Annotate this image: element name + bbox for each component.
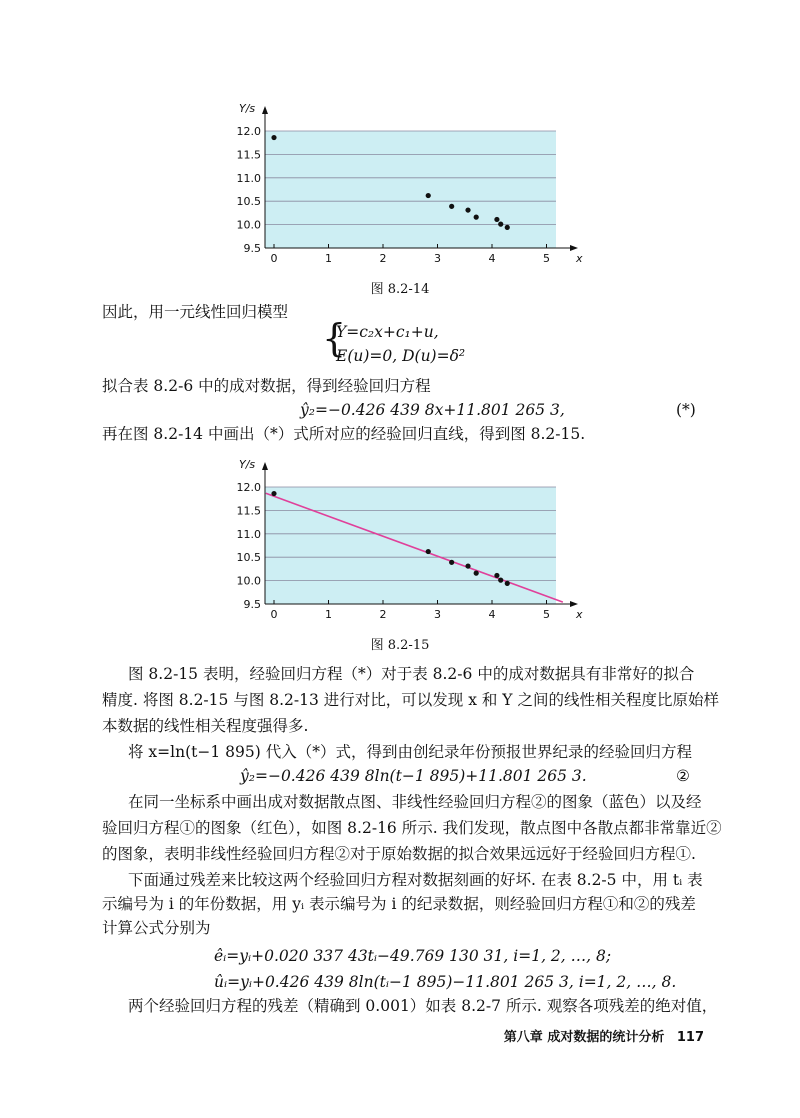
x-tick-label: 2 [379, 608, 387, 621]
x-tick-label: 0 [270, 252, 278, 265]
data-point [494, 573, 499, 578]
residual-formula-1: êᵢ=yᵢ+0.020 337 43tᵢ−49.769 130 31, i=1, 2, …, 8; [214, 947, 612, 965]
y-tick-label: 12.0 [236, 481, 261, 494]
y-tick-label: 9.5 [243, 598, 261, 611]
model-brace: { [322, 316, 347, 360]
y-tick-label: 11.5 [236, 504, 261, 518]
figure-8-2-15-chart [220, 452, 590, 627]
figure-8-2-14-caption: 图 8.2-14 [370, 282, 430, 297]
plot-background [265, 131, 556, 248]
text-intro: 因此，用一元线性回归模型 [102, 303, 289, 321]
data-point [505, 581, 510, 586]
model-line-2: E(u)=0, D(u)=δ² [336, 347, 466, 365]
para3-line1: 在同一坐标系中画出成对数据散点图、非线性经验回归方程②的图象（蓝色）以及经 [128, 793, 702, 811]
x-tick-label: 4 [488, 608, 496, 621]
figure-8-2-15-caption: 图 8.2-15 [370, 638, 430, 653]
para1-line3: 本数据的线性相关程度强得多. [102, 717, 309, 735]
page-number: 117 [676, 1030, 704, 1045]
y-axis-arrow [262, 462, 268, 470]
data-point [426, 549, 431, 554]
para4-line1: 下面通过残差来比较这两个经验回归方程对数据刻画的好坏. 在表 8.2-5 中，用 tᵢ 表 [128, 871, 703, 889]
page-footer [504, 1026, 704, 1045]
equation-star: ŷ₂=−0.426 439 8x+11.801 265 3, [300, 401, 565, 419]
y-tick-label: 11.0 [236, 171, 261, 185]
data-point [449, 560, 454, 565]
y-tick-label: 12.0 [236, 125, 261, 138]
data-point [449, 204, 454, 209]
data-point [474, 215, 479, 220]
footer-chapter: 第八章 成对数据的统计分析 [503, 1030, 665, 1045]
data-point [505, 225, 510, 230]
x-tick-label: 3 [434, 252, 441, 265]
y-tick-label: 10.5 [236, 195, 261, 209]
y-axis-label: Y/s [239, 102, 256, 115]
data-point [494, 217, 499, 222]
equation-2: ŷ₂=−0.426 439 8ln(t−1 895)+11.801 265 3. [240, 767, 587, 785]
data-point [474, 571, 479, 576]
x-tick-label: 1 [325, 252, 332, 265]
data-point [465, 563, 470, 568]
para4-line2: 示编号为 i 的年份数据，用 yᵢ 表示编号为 i 的纪录数据，则经验回归方程①和②的残差 [102, 895, 696, 913]
y-axis-arrow [262, 106, 268, 114]
equation-2-tag: ② [676, 767, 690, 785]
x-axis-label: x [576, 252, 583, 265]
y-axis-label: Y/s [239, 458, 256, 471]
x-axis-label: x [576, 608, 583, 621]
figure-8-2-14-chart [220, 96, 590, 271]
residual-formula-2: ûᵢ=yᵢ+0.426 439 8ln(tᵢ−1 895)−11.801 265 3, i=1, 2, …, 8. [214, 973, 677, 991]
x-tick-label: 2 [379, 252, 387, 265]
para5-line1: 两个经验回归方程的残差（精确到 0.001）如表 8.2-7 所示. 观察各项残差的绝对值， [128, 997, 718, 1015]
x-tick-label: 0 [270, 608, 278, 621]
para2-line1: 将 x=ln(t−1 895) 代入（*）式，得到由创纪录年份预报世界纪录的经验回归方程 [128, 743, 692, 761]
text-fit-intro: 拟合表 8.2-6 中的成对数据，得到经验回归方程 [102, 377, 431, 395]
data-point [271, 491, 276, 496]
para3-line3: 的图象，表明非线性经验回归方程②对于原始数据的拟合效果远远好于经验回归方程①. [102, 845, 696, 863]
para1-line1: 图 8.2-15 表明，经验回归方程（*）对于表 8.2-6 中的成对数据具有非常好的拟合 [128, 665, 695, 683]
x-axis-arrow [570, 245, 578, 251]
y-tick-label: 9.5 [243, 242, 261, 255]
x-tick-label: 1 [325, 608, 332, 621]
model-line-1: Y=c₂x+c₁+u, [336, 323, 439, 341]
data-point [271, 135, 276, 140]
y-tick-label: 10.0 [236, 218, 261, 232]
y-tick-label: 11.0 [236, 527, 261, 541]
y-tick-label: 11.5 [236, 148, 261, 162]
data-point [498, 578, 503, 583]
y-tick-label: 10.5 [236, 551, 261, 565]
para3-line2: 验回归方程①的图象（红色），如图 8.2-16 所示. 我们发现，散点图中各散点都非常靠近② [102, 819, 722, 837]
data-point [465, 207, 470, 212]
x-tick-label: 4 [488, 252, 496, 265]
data-point [498, 222, 503, 227]
text-draw-line: 再在图 8.2-14 中画出（*）式所对应的经验回归直线，得到图 8.2-15. [102, 425, 586, 443]
x-tick-label: 3 [434, 608, 441, 621]
para1-line2: 精度. 将图 8.2-15 与图 8.2-13 进行对比，可以发现 x 和 Y 之间的线性相关程度比原始样 [102, 691, 719, 709]
x-axis-arrow [570, 601, 578, 607]
x-tick-label: 5 [543, 608, 550, 621]
data-point [426, 193, 431, 198]
equation-star-tag: (*) [676, 401, 696, 419]
x-tick-label: 5 [543, 252, 550, 265]
para4-line3: 计算公式分别为 [102, 919, 211, 937]
y-tick-label: 10.0 [236, 574, 261, 588]
